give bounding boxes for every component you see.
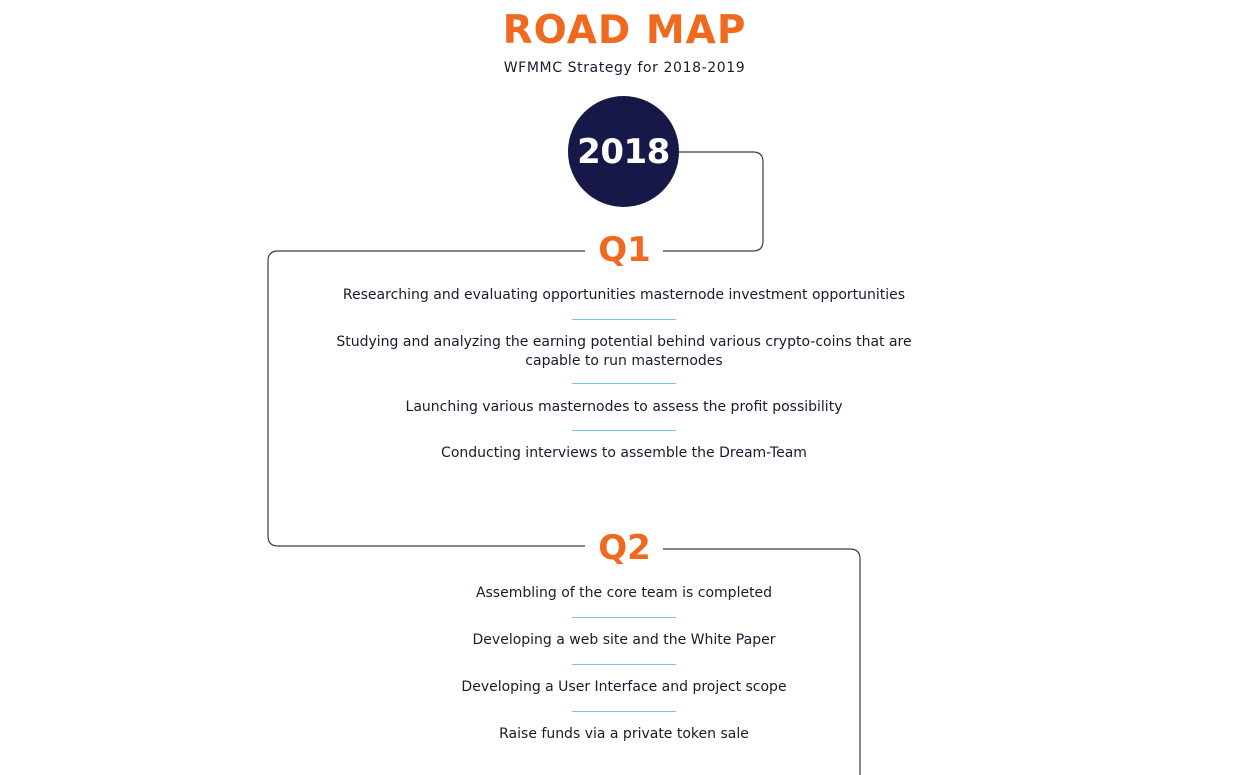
year-badge	[568, 96, 679, 207]
milestone-item: Studying and analyzing the earning potential behind various crypto-coins that are capable to run masternodes	[336, 334, 912, 369]
milestone-item: Conducting interviews to assemble the Dream-Team	[441, 445, 807, 461]
milestone-item: Launching various masternodes to assess the profit possibility	[405, 399, 843, 415]
milestone-item: Raise funds via a private token sale	[499, 726, 749, 742]
milestone-item: Researching and evaluating opportunities masternode investment opportunities	[342, 287, 906, 303]
page-subtitle: WFMMC Strategy for 2018-2019	[503, 60, 746, 76]
milestone-separator	[572, 617, 676, 618]
quarter-heading-q2: Q2	[598, 528, 651, 568]
milestone-separator	[572, 383, 676, 384]
milestone-separator	[572, 664, 676, 665]
milestone-item: Assembling of the core team is completed	[475, 585, 773, 601]
quarter-heading-q1: Q1	[598, 230, 651, 270]
milestone-separator	[572, 430, 676, 431]
milestone-separator	[572, 711, 676, 712]
page-title: ROAD MAP	[502, 8, 747, 53]
milestone-separator	[572, 319, 676, 320]
milestone-item: Developing a User Interface and project scope	[461, 679, 787, 695]
milestone-item: Developing a web site and the White Paper	[472, 632, 776, 648]
year-label: 2018	[577, 131, 670, 172]
